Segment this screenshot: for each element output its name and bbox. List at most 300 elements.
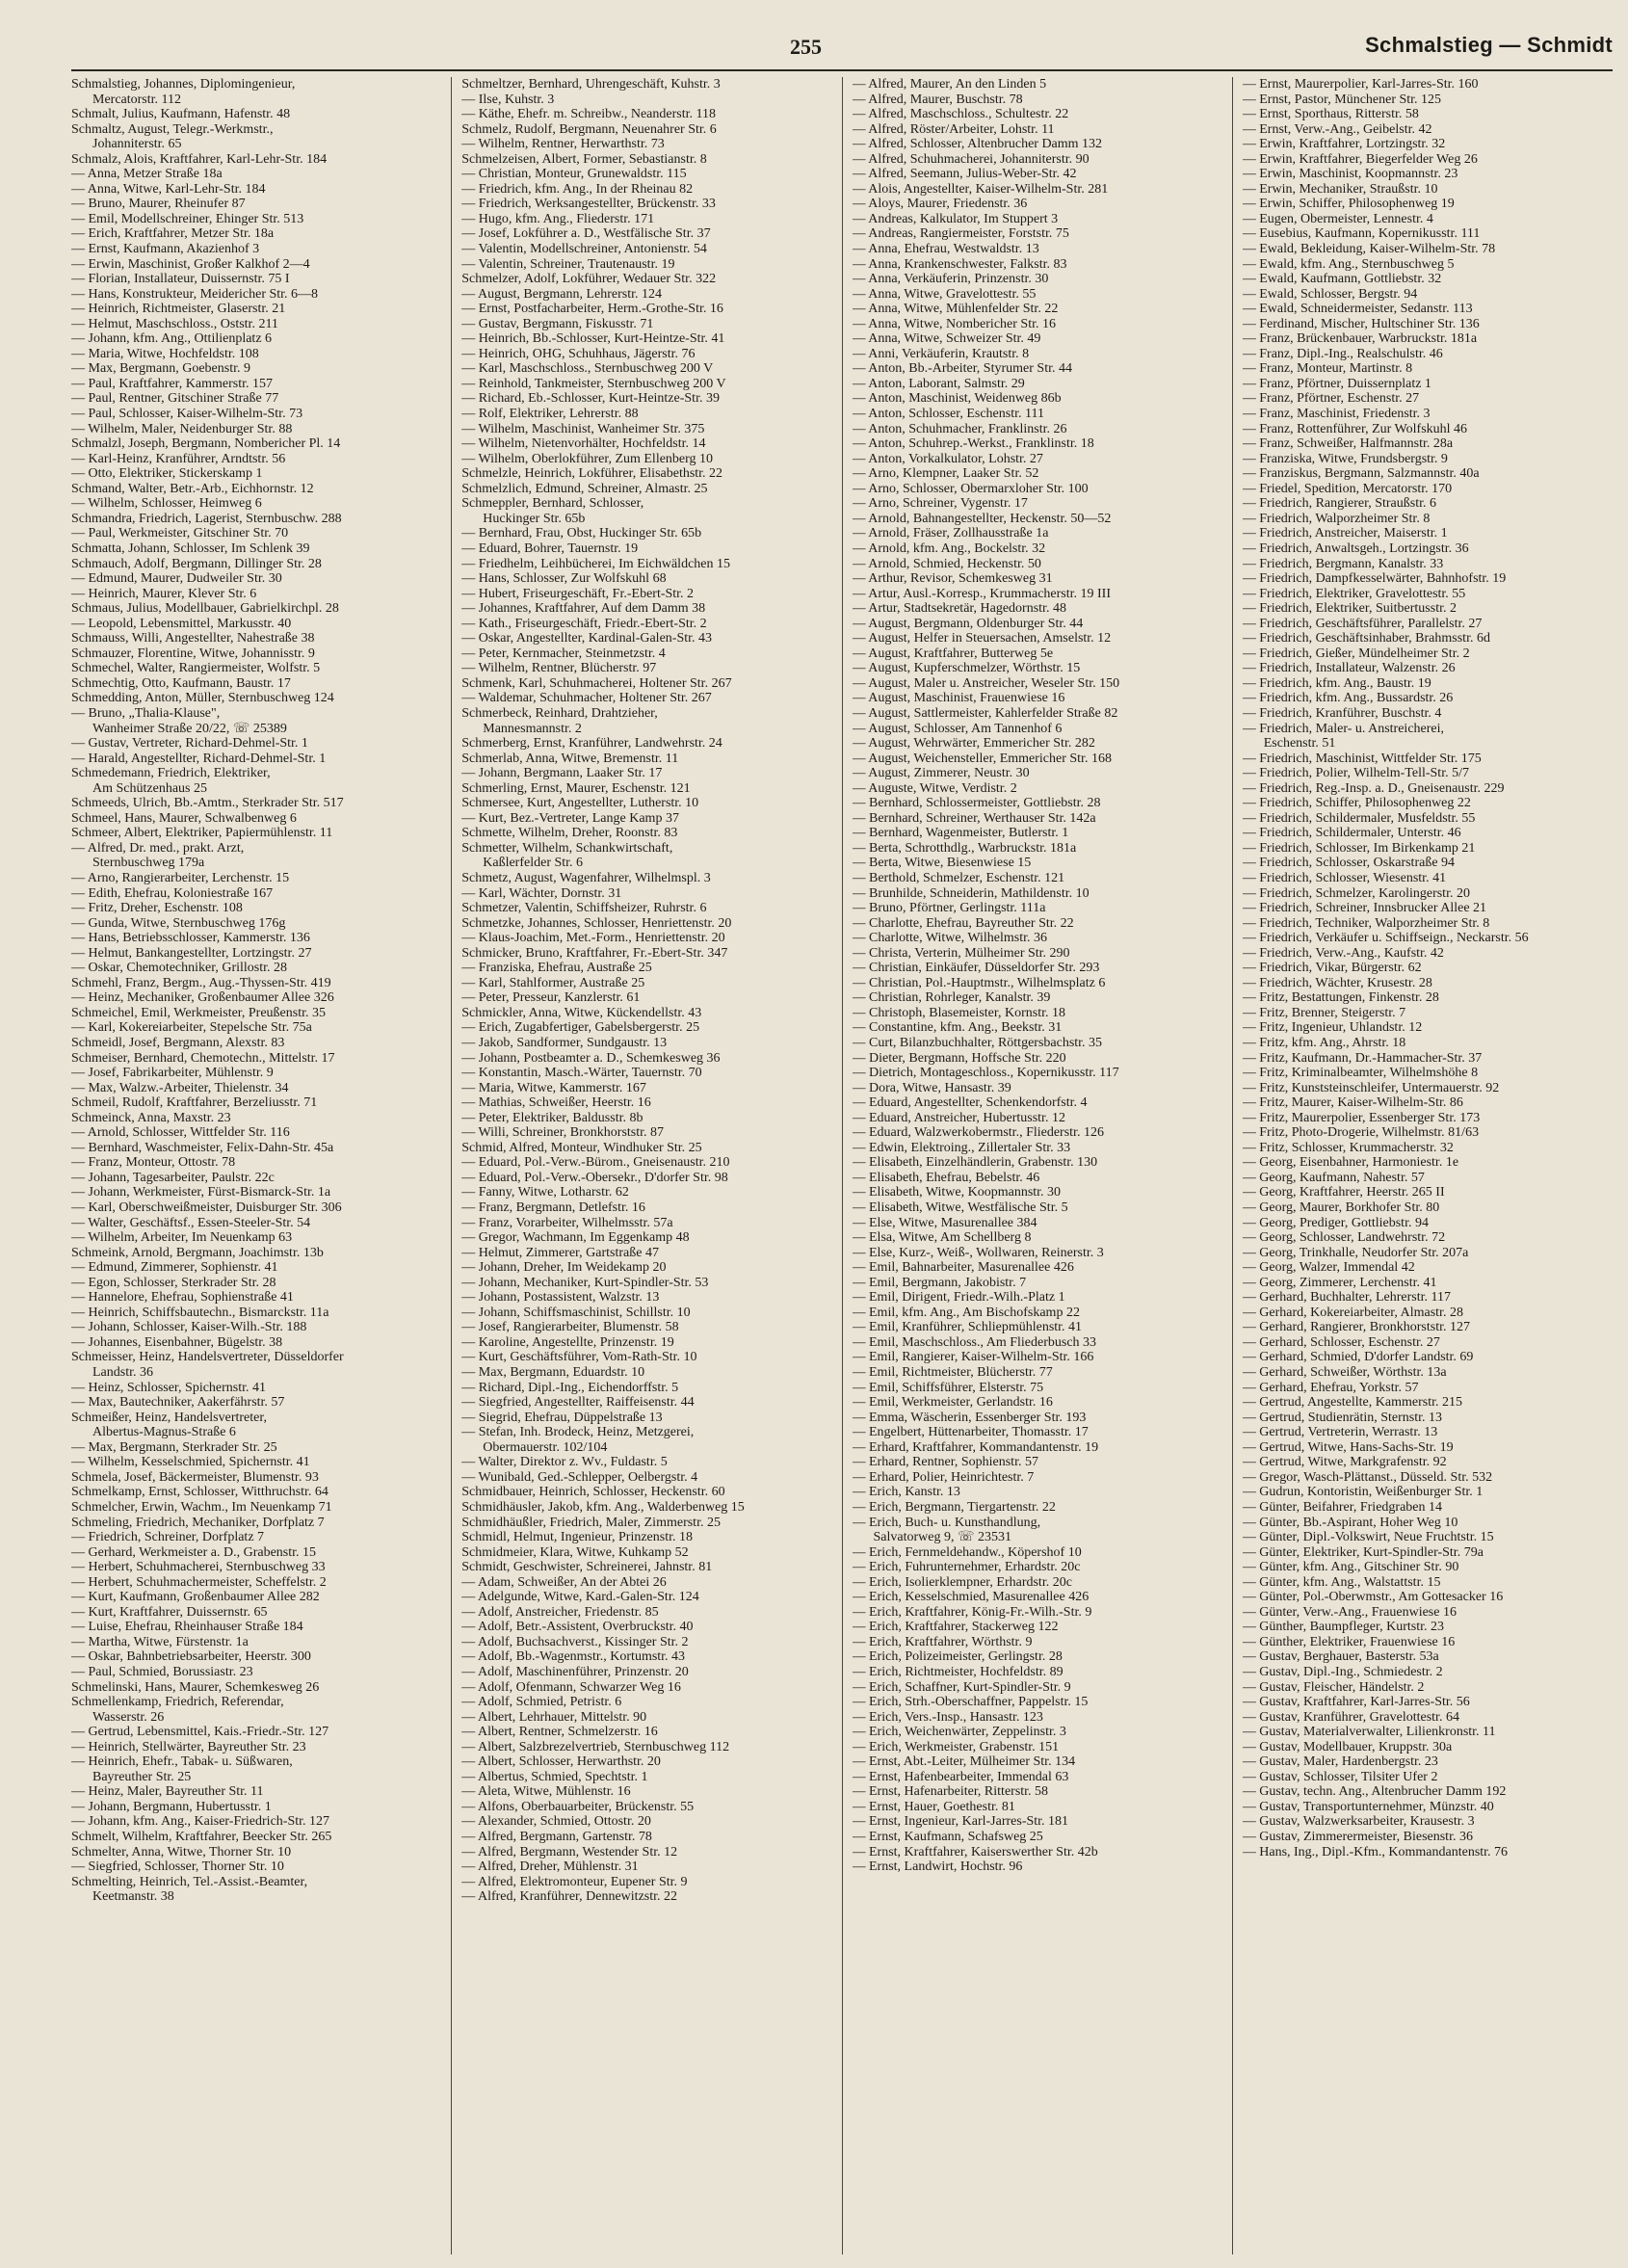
directory-entry: — Friedrich, Geschäftsführer, Parallelstr. 27 <box>1242 616 1483 631</box>
directory-entry: Schmechel, Walter, Rangiermeister, Wolfstr. 5 <box>71 661 321 676</box>
directory-entry: — Franziskus, Bergmann, Salzmannstr. 40a <box>1242 466 1480 482</box>
directory-entry: — Friedrich, Polier, Wilhelm-Tell-Str. 5/7 <box>1242 766 1469 781</box>
directory-entry: — August, Maler u. Anstreicher, Weseler Str. 150 <box>852 675 1120 691</box>
directory-entry: — August, Maschinist, Frauenwiese 16 <box>852 691 1065 706</box>
directory-entry: — Gertrud, Angestellte, Kammerstr. 215 <box>1242 1395 1462 1411</box>
directory-entry: — Gustav, Kranführer, Gravelottestr. 64 <box>1242 1709 1459 1725</box>
directory-entry: — Eduard, Pol.-Verw.-Obersekr., D'dorfer Str. 98 <box>461 1170 728 1185</box>
directory-entry: — Emil, Rangierer, Kaiser-Wilhelm-Str. 166 <box>852 1350 1094 1365</box>
directory-entry: — Ewald, Kaufmann, Gottliebstr. 32 <box>1242 272 1442 287</box>
directory-entry: — Alfred, Schuhmacherei, Johanniterstr. 90 <box>852 151 1090 167</box>
directory-entry: Schmeidl, Josef, Bergmann, Alexstr. 83 <box>71 1036 285 1050</box>
directory-entry: — Christian, Einkäufer, Düsseldorfer Str. 293 <box>852 961 1100 976</box>
directory-entry: Schmauch, Adolf, Bergmann, Dillinger Str. 28 <box>71 556 322 571</box>
directory-entry: — Charlotte, Ehefrau, Bayreuther Str. 22 <box>852 915 1074 931</box>
directory-entry: Schmickler, Anna, Witwe, Kückendellstr. 43 <box>461 1005 702 1020</box>
directory-entry: — Friedrich, Techniker, Walporzheimer Str. 8 <box>1242 915 1490 931</box>
directory-entry: — Franz, Monteur, Ottostr. 78 <box>71 1155 236 1171</box>
directory-entry: — Elisabeth, Einzelhändlerin, Grabenstr. 130 <box>852 1155 1098 1171</box>
directory-entry: — Albert, Salzbrezelvertrieb, Sternbuschweg 112 <box>461 1739 730 1754</box>
directory-entry: — Eugen, Obermeister, Lennestr. 4 <box>1242 211 1433 226</box>
directory-entry: — Eduard, Angestellter, Schenkendorfstr. 4 <box>852 1095 1088 1111</box>
directory-entry: — Ewald, Schlosser, Bergstr. 94 <box>1242 286 1418 302</box>
directory-entry: — Friedrich, Reg.-Insp. a. D., Gneisenaustr. 229 <box>1242 780 1505 796</box>
directory-entry: Schmelting, Heinrich, Tel.-Assist.-Beamter, <box>71 1874 308 1889</box>
directory-entry: — Anton, Schuhrep.-Werkst., Franklinstr. 18 <box>852 436 1094 452</box>
directory-entry: — Anton, Maschinist, Weidenweg 86b <box>852 391 1062 407</box>
directory-entry: — Dora, Witwe, Hansastr. 39 <box>852 1080 1011 1095</box>
directory-entry: — Alfred, Maurer, An den Linden 5 <box>852 77 1047 92</box>
directory-entry: — Alfred, Dr. med., prakt. Arzt, <box>71 840 245 856</box>
directory-entry: — Christian, Pol.-Hauptmstr., Wilhelmsplatz 6 <box>852 975 1106 990</box>
directory-entry: Wanheimer Straße 20/22, ☏ 25389 <box>92 721 287 736</box>
directory-entry: Albertus-Magnus-Straße 6 <box>92 1425 236 1440</box>
directory-entry: — Eduard, Pol.-Verw.-Bürom., Gneisenaustr. 210 <box>461 1155 730 1171</box>
directory-entry: — Ernst, Landwirt, Hochstr. 96 <box>852 1859 1023 1875</box>
directory-entry: — Friedrich, Schlosser, Oskarstraße 94 <box>1242 856 1456 871</box>
header-rule <box>71 69 1613 71</box>
directory-entry: Schmelz, Rudolf, Bergmann, Neuenahrer Str. 6 <box>461 121 717 137</box>
directory-entry: — Max, Bergmann, Sterkrader Str. 25 <box>71 1439 277 1455</box>
directory-entry: — Edith, Ehefrau, Koloniestraße 167 <box>71 885 274 901</box>
directory-entry: — Christoph, Blasemeister, Kornstr. 18 <box>852 1005 1065 1020</box>
directory-entry: — Paul, Schlosser, Kaiser-Wilhelm-Str. 73 <box>71 407 303 422</box>
directory-entry: — Franz, Pförtner, Eschenstr. 27 <box>1242 391 1420 407</box>
directory-entry: — Franz, Brückenbauer, Warbruckstr. 181a <box>1242 331 1478 347</box>
directory-entry: — Georg, Zimmerer, Lerchenstr. 41 <box>1242 1275 1437 1290</box>
directory-entry: — Fritz, Kunststeinschleifer, Untermauerstr. 92 <box>1242 1080 1500 1095</box>
directory-entry: — Alfred, Maurer, Buschstr. 78 <box>852 92 1023 107</box>
directory-entry: — Emil, kfm. Ang., Am Bischofskamp 22 <box>852 1305 1080 1320</box>
directory-entry: — Leopold, Lebensmittel, Markusstr. 40 <box>71 616 292 631</box>
directory-entry: — Erich, Buch- u. Kunsthandlung, <box>852 1515 1041 1530</box>
directory-entry: — Eduard, Anstreicher, Hubertusstr. 12 <box>852 1110 1065 1125</box>
directory-entry: — Ewald, Bekleidung, Kaiser-Wilhelm-Str. 78 <box>1242 242 1496 257</box>
directory-entry: Schmeppler, Bernhard, Schlosser, <box>461 496 644 512</box>
directory-entry: — Friedrich, Verw.-Ang., Kaufstr. 42 <box>1242 945 1444 961</box>
directory-entry: — Anton, Schlosser, Eschenstr. 111 <box>852 407 1044 422</box>
directory-entry: — Egon, Schlosser, Sterkrader Str. 28 <box>71 1275 276 1290</box>
directory-entry: — Karoline, Angestellte, Prinzenstr. 19 <box>461 1334 674 1350</box>
directory-entry: Schmelzlich, Edmund, Schreiner, Almastr. 25 <box>461 481 708 496</box>
directory-entry: — Berta, Witwe, Biesenwiese 15 <box>852 856 1032 871</box>
directory-entry: Schmeiser, Bernhard, Chemotechn., Mittelstr. 17 <box>71 1050 335 1066</box>
directory-entry: Schmalz, Alois, Kraftfahrer, Karl-Lehr-Str. 184 <box>71 151 328 167</box>
directory-entry: — Erich, Weichenwärter, Zeppelinstr. 3 <box>852 1725 1066 1740</box>
directory-entry: — Charlotte, Witwe, Wilhelmstr. 36 <box>852 931 1048 946</box>
directory-entry: — Arnold, Schmied, Heckenstr. 50 <box>852 556 1041 571</box>
directory-entry: — Friedhelm, Leihbücherei, Im Eichwäldchen 15 <box>461 556 730 571</box>
directory-entry: — Gregor, Wachmann, Im Eggenkamp 48 <box>461 1230 690 1246</box>
directory-entry: — Heinz, Maler, Bayreuther Str. 11 <box>71 1784 264 1800</box>
directory-entry: — Bernhard, Wagenmeister, Butlerstr. 1 <box>852 826 1069 841</box>
directory-entry: — Friedrich, Gießer, Mündelheimer Str. 2 <box>1242 646 1470 661</box>
directory-entry: Schmelcher, Erwin, Wachm., Im Neuenkamp 71 <box>71 1499 332 1515</box>
directory-entry: — Josef, Lokführer a. D., Westfälische Str. 37 <box>461 226 711 242</box>
directory-entry: — August, Bergmann, Lehrerstr. 124 <box>461 286 663 302</box>
directory-entry: — Hans, Schlosser, Zur Wolfskuhl 68 <box>461 571 667 587</box>
directory-entry: — Christian, Rohrleger, Kanalstr. 39 <box>852 990 1051 1006</box>
directory-entry: Schmand, Walter, Betr.-Arb., Eichhornstr. 12 <box>71 481 314 496</box>
directory-entry: — Elisabeth, Witwe, Koopmannstr. 30 <box>852 1185 1062 1200</box>
directory-entry: — Georg, Kaufmann, Nahestr. 57 <box>1242 1170 1425 1185</box>
directory-entry: — Johann, Dreher, Im Weidekamp 20 <box>461 1260 667 1276</box>
directory-entry: — Erich, Vers.-Insp., Hansastr. 123 <box>852 1709 1043 1725</box>
directory-entry: — Friedel, Spedition, Mercatorstr. 170 <box>1242 481 1453 496</box>
directory-entry: — Anton, Bb.-Arbeiter, Styrumer Str. 44 <box>852 361 1072 377</box>
directory-entry: — Erich, Kanstr. 13 <box>852 1485 960 1500</box>
directory-entry: — Wunibald, Ged.-Schlepper, Oelbergstr. 4 <box>461 1469 698 1485</box>
directory-entry: — Ernst, Maurerpolier, Karl-Jarres-Str. 160 <box>1242 77 1479 92</box>
directory-entry: Schmidhäusler, Jakob, kfm. Ang., Walderbenweg 15 <box>461 1499 745 1515</box>
page-number: 255 <box>790 35 822 59</box>
directory-entry: — Alfred, Bergmann, Westender Str. 12 <box>461 1844 678 1859</box>
directory-entry: — Elisabeth, Ehefrau, Bebelstr. 46 <box>852 1170 1040 1185</box>
directory-entry: — August, Schlosser, Am Tannenhof 6 <box>852 721 1063 736</box>
directory-entry: — Fritz, Maurerpolier, Essenberger Str. 173 <box>1242 1110 1481 1125</box>
directory-entry: — Edmund, Maurer, Dudweiler Str. 30 <box>71 571 282 587</box>
directory-entry: — Adolf, Schmied, Petristr. 6 <box>461 1695 622 1710</box>
directory-entry: — Friedrich, kfm. Ang., In der Rheinau 82 <box>461 181 694 197</box>
directory-entry: — Oskar, Bahnbetriebsarbeiter, Heerstr. 300 <box>71 1649 311 1665</box>
directory-entry: — Ernst, Kaufmann, Akazienhof 3 <box>71 242 260 257</box>
running-head: Schmalstieg — Schmidt <box>1365 33 1613 57</box>
directory-entry: — Gustav, Fleischer, Händelstr. 2 <box>1242 1679 1425 1695</box>
directory-entry: — Albert, Schlosser, Herwarthstr. 20 <box>461 1754 661 1770</box>
directory-entry: Schmeichel, Emil, Werkmeister, Preußenstr. 35 <box>71 1005 326 1020</box>
directory-entry: — Bruno, Maurer, Rheinufer 87 <box>71 197 246 212</box>
directory-entry: — Friedrich, Maler- u. Anstreicherei, <box>1242 721 1445 736</box>
directory-entry: — Erhard, Polier, Heinrichtestr. 7 <box>852 1469 1035 1485</box>
directory-entry: — Erich, Kraftfahrer, Wörthstr. 9 <box>852 1634 1033 1649</box>
directory-entry: — Heinrich, Stellwärter, Bayreuther Str. 23 <box>71 1739 306 1754</box>
directory-entry: — Emil, Maschschloss., Am Fliederbusch 33 <box>852 1334 1097 1350</box>
directory-entry: — Erich, Zugabfertiger, Gabelsbergerstr. 25 <box>461 1020 700 1036</box>
directory-entry: — Friedrich, Geschäftsinhaber, Brahmsstr. 6d <box>1242 631 1490 646</box>
directory-entry: — Johann, kfm. Ang., Kaiser-Friedrich-Str. 127 <box>71 1814 330 1830</box>
directory-entry: — Friedrich, Kranführer, Buschstr. 4 <box>1242 705 1442 721</box>
directory-entry: — Peter, Elektriker, Baldusstr. 8b <box>461 1110 643 1125</box>
directory-entry: — Friedrich, Maschinist, Wittfelder Str. 175 <box>1242 751 1482 766</box>
directory-entry: — Andreas, Kalkulator, Im Stuppert 3 <box>852 211 1059 226</box>
directory-entry: — Friedrich, Wächter, Krusestr. 28 <box>1242 975 1432 990</box>
directory-entry: Obermauerstr. 102/104 <box>483 1439 608 1455</box>
directory-entry: — Friedrich, Anwaltsgeh., Lortzingstr. 36 <box>1242 541 1469 556</box>
directory-entry: — Franz, Maschinist, Friedenstr. 3 <box>1242 407 1431 422</box>
directory-entry: — Wilhelm, Schlosser, Heimweg 6 <box>71 496 262 512</box>
directory-entry: — Bruno, Pförtner, Gerlingstr. 111a <box>852 901 1046 916</box>
directory-entry: — Georg, Kraftfahrer, Heerstr. 265 II <box>1242 1185 1445 1200</box>
directory-entry: — Gustav, Schlosser, Tilsiter Ufer 2 <box>1242 1769 1438 1784</box>
directory-entry: — Siegfried, Schlosser, Thorner Str. 10 <box>71 1859 284 1875</box>
directory-entry: Wasserstr. 26 <box>92 1709 165 1725</box>
directory-entry: — Klaus-Joachim, Met.-Form., Henriettenstr. 20 <box>461 931 725 946</box>
directory-entry: Mercatorstr. 112 <box>92 92 182 107</box>
directory-entry: — Georg, Maurer, Borkhofer Str. 80 <box>1242 1200 1440 1216</box>
directory-entry: — Gustav, techn. Ang., Altenbrucher Damm 192 <box>1242 1784 1507 1800</box>
directory-entry: — Konstantin, Masch.-Wärter, Tauernstr. 70 <box>461 1066 702 1081</box>
directory-entry: — Günter, Bb.-Aspirant, Hoher Weg 10 <box>1242 1515 1458 1530</box>
directory-entry: — Fritz, Brenner, Steigerstr. 7 <box>1242 1005 1406 1020</box>
directory-entry: — Anna, Verkäuferin, Prinzenstr. 30 <box>852 272 1049 287</box>
directory-entry: — Heinrich, Ehefr., Tabak- u. Süßwaren, <box>71 1754 293 1770</box>
directory-entry: — Gunda, Witwe, Sternbuschweg 176g <box>71 915 286 931</box>
directory-entry: — Wilhelm, Maler, Neidenburger Str. 88 <box>71 421 293 436</box>
directory-entry: — Adolf, Bb.-Wagenmstr., Kortumstr. 43 <box>461 1649 686 1665</box>
directory-entry: — Dieter, Bergmann, Hoffsche Str. 220 <box>852 1050 1066 1066</box>
directory-entry: — Anton, Vorkalkulator, Lohstr. 27 <box>852 451 1043 466</box>
directory-entry: — Emil, Modellschreiner, Ehinger Str. 513 <box>71 211 304 226</box>
directory-entry: — Friedrich, Werksangestellter, Brückenstr. 33 <box>461 197 716 212</box>
directory-entry: — Oskar, Chemotechniker, Grillostr. 28 <box>71 961 288 976</box>
directory-entry: — Ferdinand, Mischer, Hultschiner Str. 136 <box>1242 316 1480 331</box>
directory-entry: — Adam, Schweißer, An der Abtei 26 <box>461 1574 667 1590</box>
directory-entry: — Fritz, Photo-Drogerie, Wilhelmstr. 81/63 <box>1242 1125 1480 1141</box>
directory-entry: — Walter, Geschäftsf., Essen-Steeler-Str. 54 <box>71 1215 311 1230</box>
directory-entry: Schmatta, Johann, Schlosser, Im Schlenk 39 <box>71 541 310 556</box>
directory-entry: Schmelter, Anna, Witwe, Thorner Str. 10 <box>71 1844 292 1859</box>
directory-entry: — Emil, Bahnarbeiter, Masurenallee 426 <box>852 1260 1074 1276</box>
directory-entry: — Arno, Rangierarbeiter, Lerchenstr. 15 <box>71 870 290 885</box>
directory-entry: Schmidmeier, Klara, Witwe, Kuhkamp 52 <box>461 1544 689 1560</box>
directory-entry: — August, Zimmerer, Neustr. 30 <box>852 766 1030 781</box>
directory-entry: — Arno, Schreiner, Vygenstr. 17 <box>852 496 1028 512</box>
directory-entry: — Friedrich, Schmelzer, Karolingerstr. 20 <box>1242 885 1470 901</box>
directory-entry: — Erich, Kraftfahrer, Stackerweg 122 <box>852 1620 1059 1635</box>
directory-entry: — Mathias, Schweißer, Heerstr. 16 <box>461 1095 651 1111</box>
directory-entry: — Franz, Dipl.-Ing., Realschulstr. 46 <box>1242 346 1443 361</box>
directory-entry: — Eduard, Walzwerkobermstr., Fliederstr. 126 <box>852 1125 1104 1141</box>
directory-entry: — Max, Bautechniker, Aakerfährstr. 57 <box>71 1395 285 1411</box>
directory-entry: — Ernst, Hafenarbeiter, Ritterstr. 58 <box>852 1784 1049 1800</box>
directory-entry: Schmicker, Bruno, Kraftfahrer, Fr.-Ebert-Str. 347 <box>461 945 728 961</box>
directory-entry: — Erhard, Rentner, Sophienstr. 57 <box>852 1455 1038 1470</box>
directory-entry: — Gustav, Kraftfahrer, Karl-Jarres-Str. 56 <box>1242 1695 1470 1710</box>
directory-entry: — Wilhelm, Rentner, Blücherstr. 97 <box>461 661 657 676</box>
directory-entry: — Johann, Bergmann, Laaker Str. 17 <box>461 766 663 781</box>
directory-entry: — Fritz, Kriminalbeamter, Wilhelmshöhe 8 <box>1242 1066 1479 1081</box>
directory-entry: — Hans, Konstrukteur, Meidericher Str. 6—8 <box>71 286 319 302</box>
directory-entry: — Johann, kfm. Ang., Ottilienplatz 6 <box>71 331 273 347</box>
directory-entry: — Maria, Witwe, Hochfeldstr. 108 <box>71 346 259 361</box>
directory-entry: — Arno, Schlosser, Obermarxloher Str. 100 <box>852 481 1089 496</box>
directory-entry: — Ernst, Kraftfahrer, Kaiserswerther Str. 42b <box>852 1844 1098 1859</box>
directory-entry: — Anton, Schuhmacher, Franklinstr. 26 <box>852 421 1067 436</box>
directory-entry: — Helmut, Bankangestellter, Lortzingstr. 27 <box>71 945 312 961</box>
directory-entry: — Adolf, Ofenmann, Schwarzer Weg 16 <box>461 1679 681 1695</box>
directory-entry: — Walter, Direktor z. Wv., Fuldastr. 5 <box>461 1455 668 1470</box>
directory-entry: — Alfred, Schlosser, Altenbrucher Damm 132 <box>852 137 1103 152</box>
directory-entry: — Johann, Postassistent, Walzstr. 13 <box>461 1290 660 1305</box>
directory-entry: — Ewald, kfm. Ang., Sternbuschweg 5 <box>1242 256 1455 272</box>
directory-entry: — Johannes, Kraftfahrer, Auf dem Damm 38 <box>461 601 706 617</box>
directory-entry: — Arnold, Bahnangestellter, Heckenstr. 50—52 <box>852 511 1112 526</box>
directory-entry: — Friedrich, Schiffer, Philosophenweg 22 <box>1242 796 1471 811</box>
directory-entry: — Reinhold, Tankmeister, Sternbuschweg 200 V <box>461 376 726 391</box>
directory-entry: Schmeisser, Heinz, Handelsvertreter, Düsseldorfer <box>71 1350 344 1365</box>
directory-entry: — Erhard, Kraftfahrer, Kommandantenstr. 19 <box>852 1439 1099 1455</box>
directory-entry: — Johann, Tagesarbeiter, Paulstr. 22c <box>71 1170 275 1185</box>
directory-entry: Schmaus, Julius, Modellbauer, Gabrielkirchpl. 28 <box>71 601 339 617</box>
directory-entry: — Erich, Schaffner, Kurt-Spindler-Str. 9 <box>852 1679 1071 1695</box>
directory-entry: — Adolf, Anstreicher, Friedenstr. 85 <box>461 1604 659 1620</box>
directory-entry: — August, Weichensteller, Emmericher Str. 168 <box>852 751 1112 766</box>
directory-entry: — Erwin, Maschinist, Großer Kalkhof 2—4 <box>71 256 310 272</box>
directory-entry: Schmeeds, Ulrich, Bb.-Amtm., Sterkrader Str. 517 <box>71 796 344 811</box>
directory-entry: Salvatorweg 9, ☏ 23531 <box>873 1530 1011 1545</box>
directory-entry: — Gustav, Dipl.-Ing., Schmiedestr. 2 <box>1242 1664 1443 1679</box>
directory-entry: — Johannes, Eisenbahner, Bügelstr. 38 <box>71 1334 283 1350</box>
directory-entry: — Dietrich, Montageschloss., Kopernikusstr. 117 <box>852 1066 1119 1081</box>
directory-entry: — Gustav, Maler, Hardenbergstr. 23 <box>1242 1754 1438 1770</box>
directory-entry: Am Schützenhaus 25 <box>92 780 207 796</box>
directory-entry: — Franz, Vorarbeiter, Wilhelmsstr. 57a <box>461 1215 673 1230</box>
directory-entry: — Gertrud, Witwe, Hans-Sachs-Str. 19 <box>1242 1439 1454 1455</box>
directory-entry: — Erich, Kraftfahrer, Metzer Str. 18a <box>71 226 275 242</box>
directory-entry: — Helmut, Zimmerer, Gartstraße 47 <box>461 1245 659 1260</box>
directory-entry: Schmellenkamp, Friedrich, Referendar, <box>71 1695 284 1710</box>
directory-entry: Schmeißer, Heinz, Handelsvertreter, <box>71 1410 267 1425</box>
directory-entry: — Ernst, Hauer, Goethestr. 81 <box>852 1799 1015 1814</box>
directory-entry: Schmetter, Wilhelm, Schankwirtschaft, <box>461 840 673 856</box>
directory-entry: — Friedrich, Schreiner, Innsbrucker Allee 21 <box>1242 901 1487 916</box>
directory-entry: — Franz, Bergmann, Detlefstr. 16 <box>461 1200 645 1216</box>
directory-entry: — Erwin, Schiffer, Philosophenweg 19 <box>1242 197 1455 212</box>
directory-entry: — Max, Walzw.-Arbeiter, Thielenstr. 34 <box>71 1080 289 1095</box>
directory-entry: Schmerlab, Anna, Witwe, Bremenstr. 11 <box>461 751 679 766</box>
directory-entry: — Erich, Isolierklempner, Erhardstr. 20c <box>852 1574 1072 1590</box>
directory-entry: — Kath., Friseurgeschäft, Friedr.-Ebert-Str. 2 <box>461 616 707 631</box>
directory-entry: — Günter, Pol.-Oberwmstr., Am Gottesacker 16 <box>1242 1590 1504 1605</box>
directory-entry: — Günter, Verw.-Ang., Frauenwiese 16 <box>1242 1604 1457 1620</box>
directory-entry: — Erich, Fuhrunternehmer, Erhardstr. 20c <box>852 1560 1081 1575</box>
directory-entry: — Jakob, Sandformer, Sundgaustr. 13 <box>461 1036 668 1050</box>
directory-entry: — Kurt, Bez.-Vertreter, Lange Kamp 37 <box>461 810 679 826</box>
directory-entry: Schmerberg, Ernst, Kranführer, Landwehrstr. 24 <box>461 736 722 752</box>
directory-entry: — Siegrid, Ehefrau, Düppelstraße 13 <box>461 1410 663 1425</box>
directory-entry: Schmidt, Geschwister, Schreinerei, Jahnstr. 81 <box>461 1560 713 1575</box>
directory-entry: — Fanny, Witwe, Lotharstr. 62 <box>461 1185 629 1200</box>
directory-entry: Schmid, Alfred, Monteur, Windhuker Str. 25 <box>461 1140 702 1155</box>
directory-entry: — Christian, Monteur, Grunewaldstr. 115 <box>461 167 687 182</box>
directory-entry: — Paul, Schmied, Borussiastr. 23 <box>71 1664 253 1679</box>
directory-entry: — Friedrich, Bergmann, Kanalstr. 33 <box>1242 556 1444 571</box>
directory-entry: Schmauzer, Florentine, Witwe, Johannisstr. 9 <box>71 646 315 661</box>
directory-entry: Schmalt, Julius, Kaufmann, Hafenstr. 48 <box>71 107 291 122</box>
directory-entry: — Albert, Rentner, Schmelzerstr. 16 <box>461 1725 658 1740</box>
directory-entry: Schmedemann, Friedrich, Elektriker, <box>71 766 271 781</box>
directory-entry: — Adelgunde, Witwe, Kard.-Galen-Str. 124 <box>461 1590 699 1605</box>
directory-entry: — Friedrich, Vikar, Bürgerstr. 62 <box>1242 961 1422 976</box>
directory-entry: — Wilhelm, Kesselschmied, Spichernstr. 41 <box>71 1455 310 1470</box>
directory-entry: — Alois, Angestellter, Kaiser-Wilhelm-Str. 281 <box>852 181 1109 197</box>
directory-entry: Bayreuther Str. 25 <box>92 1769 192 1784</box>
directory-entry: Schmetzke, Johannes, Schlosser, Henriettenstr. 20 <box>461 915 732 931</box>
directory-entry: — Ernst, Pastor, Münchener Str. 125 <box>1242 92 1442 107</box>
directory-entry: — Friedrich, kfm. Ang., Bussardstr. 26 <box>1242 691 1454 706</box>
directory-entry: — Gustav, Modellbauer, Kruppstr. 30a <box>1242 1739 1453 1754</box>
directory-entry: — Erwin, Mechaniker, Straußstr. 10 <box>1242 181 1438 197</box>
directory-entry: Schmelzle, Heinrich, Lokführer, Elisabethstr. 22 <box>461 466 723 482</box>
directory-entry: — Friedrich, Walporzheimer Str. 8 <box>1242 511 1431 526</box>
directory-entry: — Kurt, Geschäftsführer, Vom-Rath-Str. 10 <box>461 1350 697 1365</box>
directory-entry: — Wilhelm, Arbeiter, Im Neuenkamp 63 <box>71 1230 293 1246</box>
directory-entry: — Peter, Presseur, Kanzlerstr. 61 <box>461 990 641 1006</box>
directory-entry: — Emil, Schiffsführer, Elsterstr. 75 <box>852 1380 1044 1395</box>
directory-entry: — Gustav, Walzwerksarbeiter, Krausestr. 3 <box>1242 1814 1475 1830</box>
directory-entry: — Franz, Rottenführer, Zur Wolfskuhl 46 <box>1242 421 1468 436</box>
directory-entry: — Hubert, Friseurgeschäft, Fr.-Ebert-Str. 2 <box>461 586 695 601</box>
directory-entry: — Herbert, Schuhmachermeister, Scheffelstr. 2 <box>71 1574 327 1590</box>
directory-entry: — Georg, Schlosser, Landwehrstr. 72 <box>1242 1230 1446 1246</box>
directory-entry: — Constantine, kfm. Ang., Beekstr. 31 <box>852 1020 1063 1036</box>
directory-entry: — Georg, Prediger, Gottliebstr. 94 <box>1242 1215 1429 1230</box>
directory-entry: — Fritz, Dreher, Eschenstr. 108 <box>71 901 243 916</box>
directory-entry: — Anna, Witwe, Karl-Lehr-Str. 184 <box>71 181 266 197</box>
directory-entry: — Florian, Installateur, Duissernstr. 75 I <box>71 272 290 287</box>
directory-entry: — Friedrich, kfm. Ang., Baustr. 19 <box>1242 675 1431 691</box>
directory-entry: — Johann, Werkmeister, Fürst-Bismarck-Str. 1a <box>71 1185 331 1200</box>
directory-entry: — Friedrich, Anstreicher, Maiserstr. 1 <box>1242 526 1448 541</box>
directory-entry: — Gerhard, Schweißer, Wörthstr. 13a <box>1242 1365 1447 1381</box>
directory-entry: — Adolf, Betr.-Assistent, Overbruckstr. 40 <box>461 1620 694 1635</box>
directory-entry: — Friedrich, Elektriker, Gravelottestr. 55 <box>1242 586 1466 601</box>
directory-entry: — Heinz, Schlosser, Spichernstr. 41 <box>71 1380 267 1395</box>
directory-entry: — Heinrich, Maurer, Klever Str. 6 <box>71 586 257 601</box>
directory-entry: — Günter, Beifahrer, Friedgraben 14 <box>1242 1499 1443 1515</box>
directory-entry: — Fritz, Schlosser, Krummacherstr. 32 <box>1242 1140 1454 1155</box>
directory-entry: — Emil, Bergmann, Jakobistr. 7 <box>852 1275 1027 1290</box>
directory-entry: — Gerhard, Buchhalter, Lehrerstr. 117 <box>1242 1290 1451 1305</box>
directory-entry: — Josef, Fabrikarbeiter, Mühlenstr. 9 <box>71 1066 274 1081</box>
directory-entry: — Bernhard, Frau, Obst, Huckinger Str. 65b <box>461 526 702 541</box>
directory-entry: — Günther, Elektriker, Frauenwiese 16 <box>1242 1634 1456 1649</box>
directory-entry: — Johann, Schiffsmaschinist, Schillstr. 10 <box>461 1305 691 1320</box>
directory-entry: — Paul, Werkmeister, Gitschiner Str. 70 <box>71 526 289 541</box>
directory-entry: — Ernst, Kaufmann, Schafsweg 25 <box>852 1829 1043 1844</box>
directory-entry: — Wilhelm, Oberlokführer, Zum Ellenberg 10 <box>461 451 714 466</box>
directory-entry: — Max, Bergmann, Eduardstr. 10 <box>461 1365 645 1381</box>
directory-entry: — Gertrud, Witwe, Markgrafenstr. 92 <box>1242 1455 1447 1470</box>
directory-entry: — Emil, Kranführer, Schliepmühlenstr. 41 <box>852 1320 1083 1335</box>
directory-entry: — Auguste, Witwe, Verdistr. 2 <box>852 780 1017 796</box>
directory-entry: — Ernst, Sporthaus, Ritterstr. 58 <box>1242 107 1419 122</box>
directory-entry: — Alfred, Maschschloss., Schultestr. 22 <box>852 107 1069 122</box>
directory-entry: Schmauss, Willi, Angestellter, Nahestraße 38 <box>71 631 315 646</box>
directory-entry: Schmidhäußler, Friedrich, Maler, Zimmerstr. 25 <box>461 1515 721 1530</box>
directory-entry: — Andreas, Rangiermeister, Forststr. 75 <box>852 226 1069 242</box>
directory-entry: — Hans, Ing., Dipl.-Kfm., Kommandantenstr. 76 <box>1242 1844 1509 1859</box>
directory-entry: — Günter, Dipl.-Volkswirt, Neue Fruchtstr. 15 <box>1242 1530 1494 1545</box>
directory-entry: — Helmut, Maschschloss., Oststr. 211 <box>71 316 278 331</box>
directory-entry: — Peter, Kernmacher, Steinmetzstr. 4 <box>461 646 666 661</box>
directory-entry: — Gertrud, Studienrätin, Sternstr. 13 <box>1242 1410 1443 1425</box>
directory-entry: — Richard, Dipl.-Ing., Eichendorffstr. 5 <box>461 1380 679 1395</box>
directory-entry: — Bernhard, Schreiner, Werthauser Str. 142a <box>852 810 1096 826</box>
directory-entry: — Fritz, Bestattungen, Finkenstr. 28 <box>1242 990 1439 1006</box>
directory-entry: — Franz, Schweißer, Halfmannstr. 28a <box>1242 436 1454 452</box>
directory-entry: Schmidl, Helmut, Ingenieur, Prinzenstr. 18 <box>461 1530 693 1545</box>
directory-entry: — Ewald, Schneidermeister, Sedanstr. 113 <box>1242 302 1473 317</box>
directory-entry: Schmenk, Karl, Schuhmacherei, Holtener Str. 267 <box>461 675 732 691</box>
directory-entry: — Günter, kfm. Ang., Walstattstr. 15 <box>1242 1574 1441 1590</box>
directory-entry: — Maria, Witwe, Kammerstr. 167 <box>461 1080 646 1095</box>
directory-entry: Schmandra, Friedrich, Lagerist, Sternbuschw. 288 <box>71 511 342 526</box>
directory-entry: — Günter, kfm. Ang., Gitschiner Str. 90 <box>1242 1560 1459 1575</box>
directory-entry: — Wilhelm, Maschinist, Wanheimer Str. 375 <box>461 421 705 436</box>
directory-entry: — Adolf, Maschinenführer, Prinzenstr. 20 <box>461 1664 689 1679</box>
directory-entry: Huckinger Str. 65b <box>483 511 586 526</box>
